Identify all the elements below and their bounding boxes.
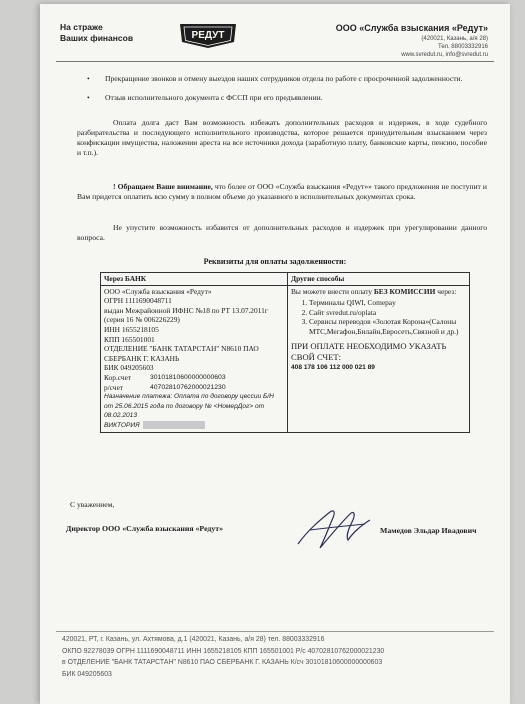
payment-method-item: 1. Терминалы QIWI, Comepay [309, 298, 466, 308]
rs-value: 40702810762000021230 [150, 383, 226, 391]
payment-methods-list [291, 298, 466, 336]
company-phone: Тел. 88003332916 [437, 44, 488, 50]
correspondent-account-row [104, 373, 284, 383]
settlement-account-row [104, 383, 284, 393]
kor-label: Кор.счет [104, 372, 132, 382]
payment-method-item: 3. Сервисы переводов «Золотая Корона»(Салоны МТС,Мегафон,Билайн,Евросеть,Связной и др.) [309, 317, 466, 336]
rs-label: р/счет [104, 382, 124, 392]
personal-account: 408 178 106 112 000 021 89 [291, 363, 375, 371]
signature [290, 500, 380, 560]
other-methods [288, 285, 470, 432]
bank-line: ИНН 1655218105 [104, 324, 159, 334]
bank-line: (серия 16 № 006226229) [104, 315, 180, 325]
payment-purpose-name-row [104, 421, 284, 431]
bank-details [101, 285, 288, 432]
benefits-list [85, 74, 485, 112]
footer-line: в ОТДЕЛЕНИЕ "БАНК ТАТАРСТАН" N8610 ПАО СБЕРБАНК Г. КАЗАНЬ К/сч 30101810600000000603 [62, 659, 383, 666]
footer-line: БИК 049205603 [62, 670, 112, 678]
no-commission: БЕЗ КОМИССИИ [373, 286, 436, 296]
director-title: Директор ООО «Служба взыскания «Редут» [66, 524, 223, 533]
benefit-item: • Отзыв исполнительного документа с ФССП при его предъявлении. [85, 93, 485, 103]
bank-line: КПП 165501001 [104, 334, 155, 344]
company-site: www.svredut.ru, info@svredut.ru [401, 52, 488, 58]
logo-text: РЕДУТ [191, 30, 225, 41]
footer-line: ОКПО 92278039 ОГРН 1111690048711 ИНН 1655218105 КПП 165501001 Р/с 40702810762000021230 [62, 647, 385, 655]
bank-line: ООО «Служба взыскания «Редут» [104, 286, 212, 296]
slogan-line-2: Ваших финансов [60, 33, 134, 43]
attention-lead: ! Обращаем Ваше внимание, [113, 182, 213, 191]
payment-purpose: Назначение платежа: Оплата по договору цессии Б/Н от 25.06.2015 года по договору № <НомерДог> от 08.02.2013 [104, 393, 274, 420]
bank-line: ОТДЕЛЕНИЕ "БАНК ТАТАРСТАН" N8610 ПАО СБЕРБАНК Г. КАЗАНЬ [104, 344, 259, 363]
footer-divider [56, 631, 494, 632]
paragraph-attention [77, 182, 487, 202]
payer-name: ВИКТОРИЯ [104, 421, 140, 429]
signer-name: Мамедов Эльдар Ивадович [380, 526, 477, 535]
redut-logo [174, 20, 242, 50]
other-intro [291, 287, 466, 297]
letter-sheet [40, 4, 510, 704]
slogan-line-1: На страже [60, 22, 103, 32]
regards: С уважением, [70, 500, 115, 509]
bank-line: ОГРН 1111690048711 [104, 296, 172, 306]
payment-method-item: 2. Сайт svredut.ru/oplata [309, 308, 466, 318]
company-address: (420021, Казань, а/я 28) [421, 36, 488, 42]
account-notice: ПРИ ОПЛАТЕ НЕОБХОДИМО УКАЗАТЬ СВОЙ СЧЕТ: [291, 340, 447, 362]
bank-line: выдан Межрайонной ИФНС №18 по РТ 13.07.2011г [104, 305, 268, 315]
company-name: ООО «Служба взыскания «Редут» [335, 23, 488, 33]
paragraph-payment-benefits: Оплата долга даст Вам возможность избежать дополнительных расходов и издержек, в ходе судебного разбирательства и последующего исполнительного производства, которое решается принудительным взысканием через конфискации имущества, наложении ареста на все источники дохода (заработную плату, банковские карты, пенсию, пособие и т.п.). [77, 118, 487, 157]
footer [62, 634, 502, 680]
requisites-title: Реквизиты для оплаты задолженности: [203, 257, 347, 266]
paragraph-closing-offer: Не упустите возможность избавится от дополнительных расходов и издержек при урегулировании данного вопроса. [77, 223, 487, 242]
benefit-item: • Прекращение звонков и отмену выездов наших сотрудников отдела по работе с просроченной задолженности. [85, 74, 485, 84]
footer-line: 420021, РТ, г. Казань, ул. Ахтямова, д.1 (420021, Казань, а/я 28) тел. 88003332916 [62, 636, 325, 643]
bank-column-header: Через БАНК [101, 273, 288, 286]
bank-line: БИК 049205603 [104, 363, 154, 373]
kor-value: 30101810600000000603 [150, 373, 226, 381]
other-intro-a: Вы можете внести оплату [291, 286, 374, 296]
other-column-header: Другие способы [288, 273, 470, 286]
company-contacts [336, 22, 488, 59]
requisites-table [100, 272, 470, 433]
redacted-surname [143, 421, 205, 429]
attention-text: что более от ООО «Служба взыскания «Редут»» такого предложения не поступит и Вам придется оплатить всю сумму в полном объеме до указанного в исполнительных документах срока. [77, 182, 487, 201]
header-divider [56, 61, 494, 62]
other-intro-c: через: [435, 286, 457, 296]
slogan [60, 22, 133, 44]
